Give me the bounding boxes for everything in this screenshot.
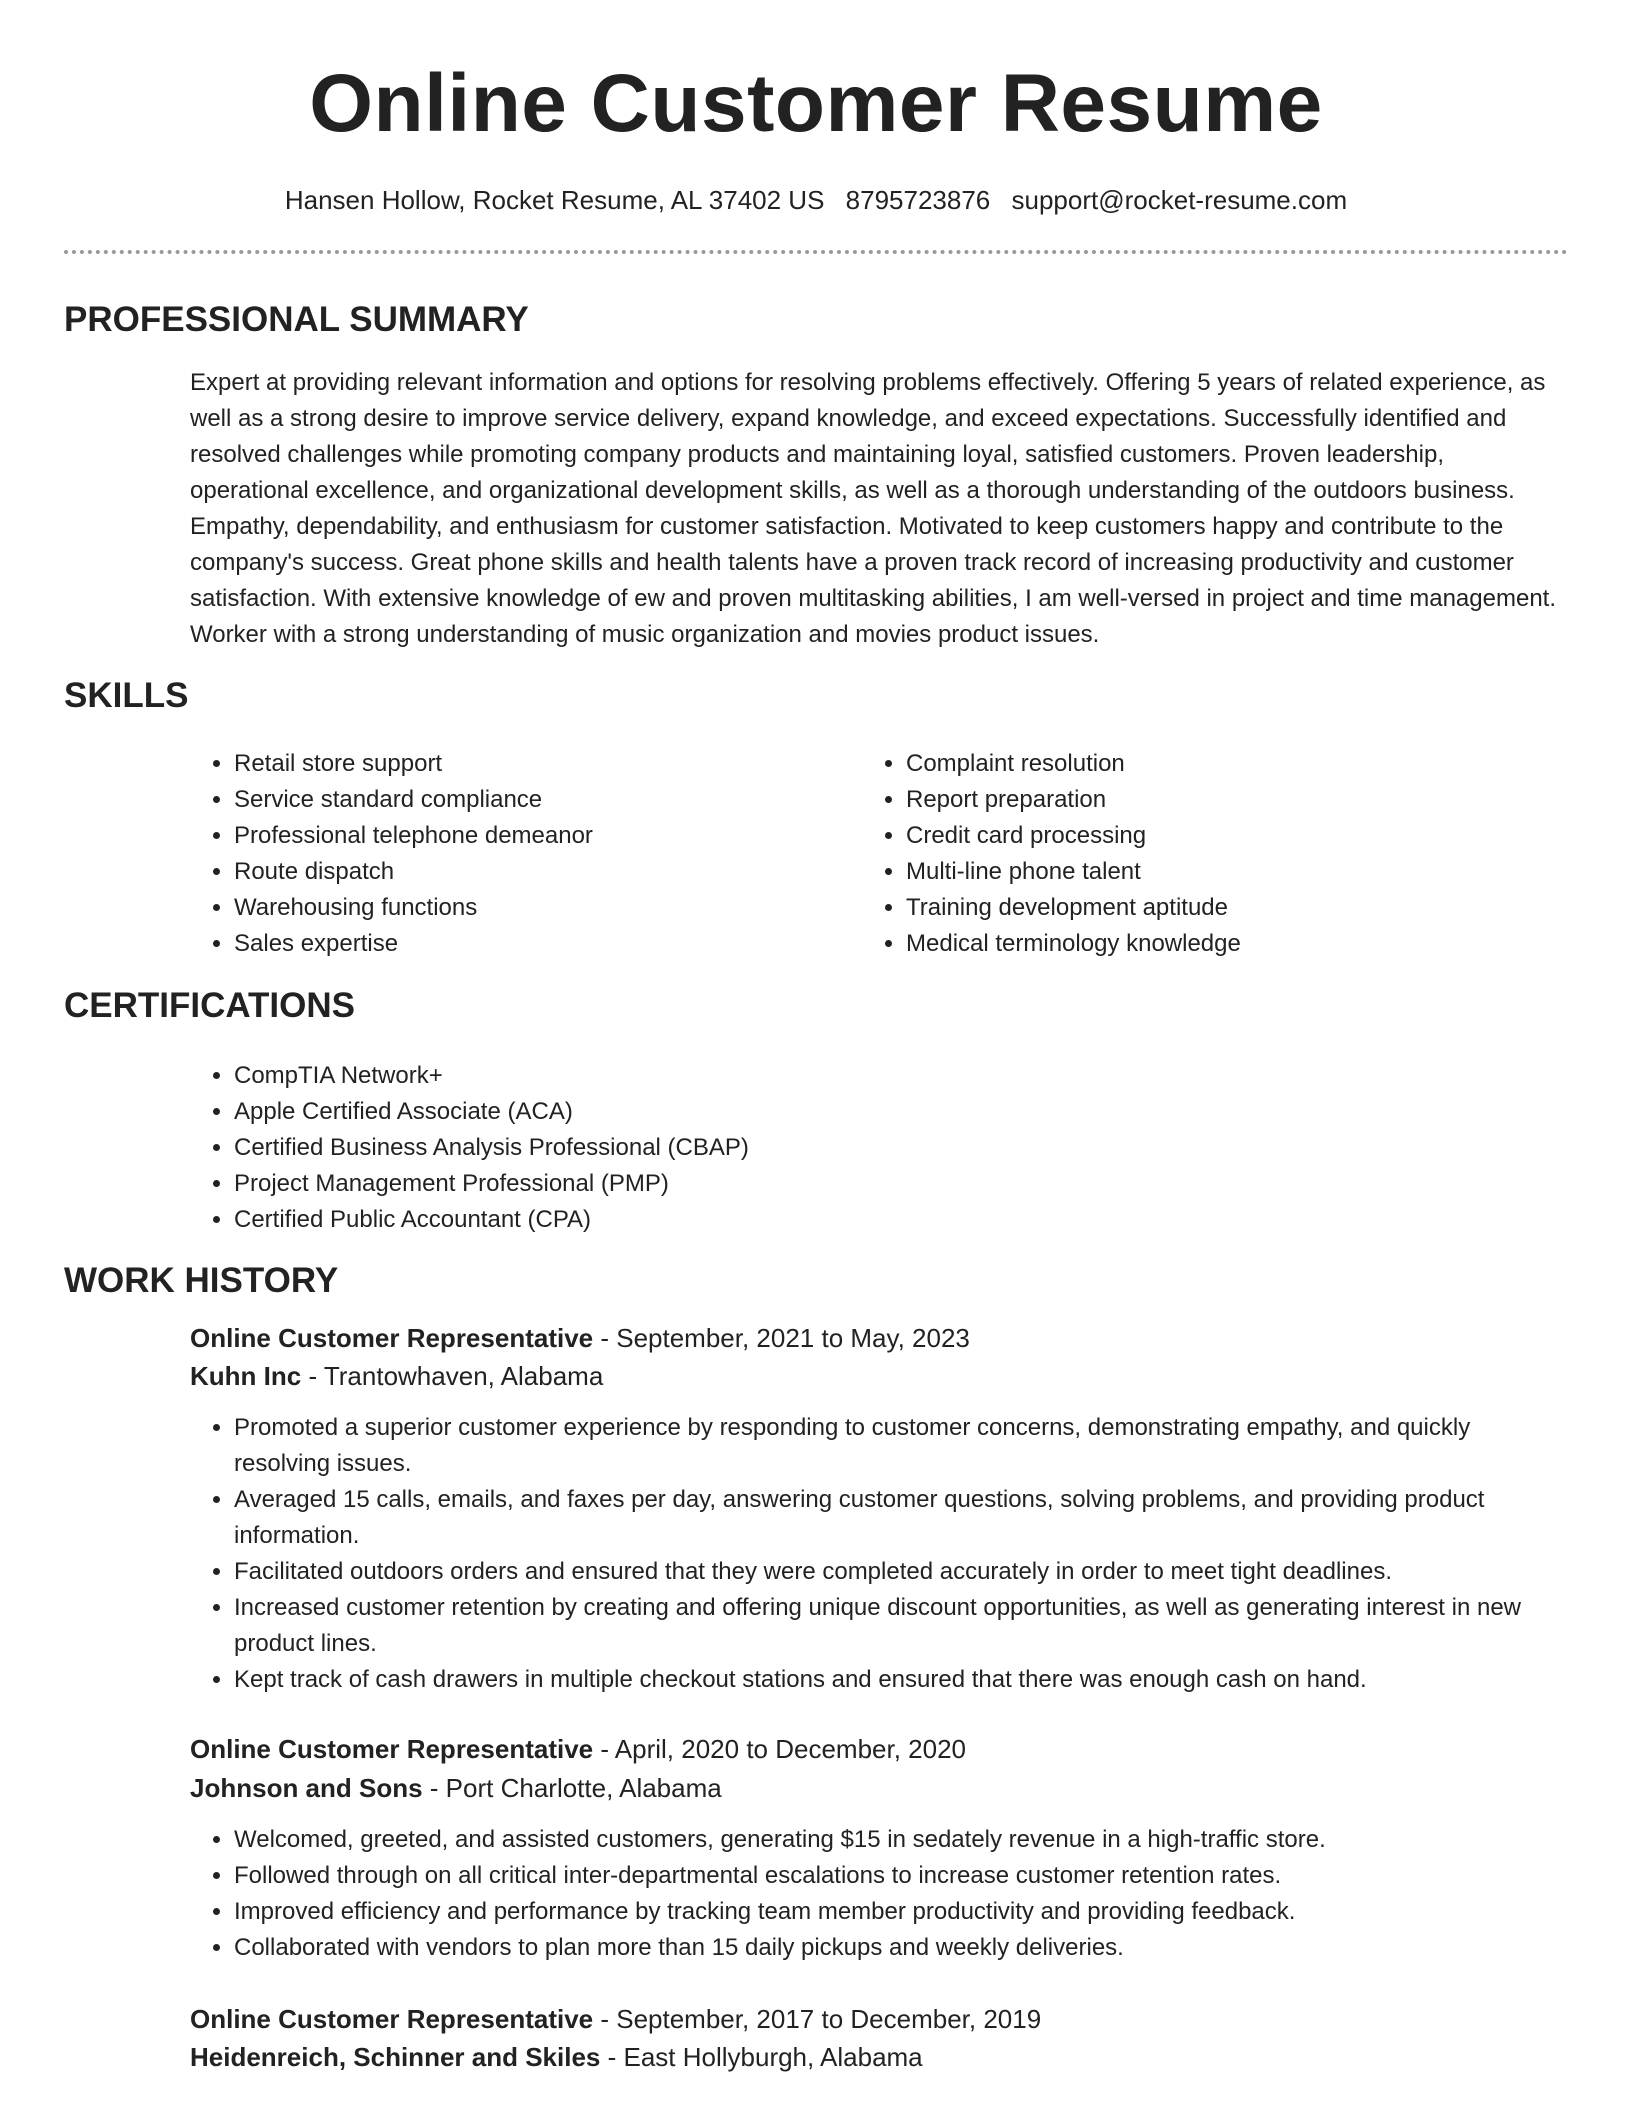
job-dates: - April, 2020 to December, 2020 [593,1734,967,1764]
job-bullet: • Followed through on all critical inter-departmental escalations to increase customer retention rates. [234,1858,1568,1894]
summary-text: Expert at providing relevant information and options for resolving problems effectively. Offering 5 years of related experience, as well as a strong desire to improve service delivery, expand knowledge, and exceed expectations. Successfully identified and resolved challenges while promoting company products and maintaining loyal, satisfied customers. Proven leadership, operational excellence, and organizational development skills, as well as a thorough understanding of the outdoors business. Empathy, dependability, and enthusiasm for customer satisfaction. Motivated to keep customers happy and contribute to the company's success. Great phone skills and health talents have a proven track record of increasing productivity and customer satisfaction. With extensive knowledge of ew and proven multitasking abilities, I am well-versed in project and time management. Worker with a strong understanding of music organization and movies product issues. [190,369,1556,648]
job-title: Online Customer Representative [190,2004,594,2034]
job-title-line [190,2001,1568,2037]
contact-email: support@rocket-resume.com [1011,185,1348,215]
job-bullet: • Kept track of cash drawers in multiple checkout stations and ensured that there was enough cash on hand. [234,1662,1568,1698]
job-bullet: • Promoted a superior customer experience by responding to customer concerns, demonstrating empathy, and quickly resolving issues. [234,1410,1568,1482]
job-title: Online Customer Representative [190,1734,594,1764]
work-history-heading: WORK HISTORY [64,1261,339,1300]
job-bullet: • Improved efficiency and performance by tracking team member productivity and providing feedback. [234,1894,1568,1930]
job-bullets [190,1410,1568,1698]
contact-address: Hansen Hollow, Rocket Resume, AL 37402 US [284,185,825,215]
job-company-line [190,1358,1568,1394]
job-title: Online Customer Representative [190,1323,594,1353]
skill-item: • Route dispatch [234,854,593,890]
job-entry [190,1320,1568,1698]
skills-list-left [190,746,593,962]
skill-item: • Credit card processing [906,818,1241,854]
job-entry [190,2001,1568,2075]
certifications-list [190,1058,749,1238]
job-title-line [190,1731,1568,1767]
job-bullet: • Facilitated outdoors orders and ensured that they were completed accurately in order to meet tight deadlines. [234,1554,1568,1590]
certification-item: • Certified Public Accountant (CPA) [234,1202,749,1238]
skill-item: • Report preparation [906,782,1241,818]
job-company: Kuhn Inc [190,1361,302,1391]
skill-item: • Complaint resolution [906,746,1241,782]
job-company-line [190,2039,1568,2075]
skill-item: • Professional telephone demeanor [234,818,593,854]
certification-item: • Project Management Professional (PMP) [234,1166,749,1202]
job-company: Heidenreich, Schinner and Skiles [190,2042,601,2072]
skill-item: • Training development aptitude [906,890,1241,926]
skill-item: • Service standard compliance [234,782,593,818]
certification-item: • CompTIA Network+ [234,1058,749,1094]
job-bullet: • Averaged 15 calls, emails, and faxes per day, answering customer questions, solving problems, and providing product information. [234,1482,1568,1554]
certifications-heading: CERTIFICATIONS [64,986,356,1025]
skills-list-right [862,746,1241,962]
certification-item: • Apple Certified Associate (ACA) [234,1094,749,1130]
resume-title: Online Customer Resume [309,58,1323,149]
certification-item: • Certified Business Analysis Professional (CBAP) [234,1130,749,1166]
job-dates: - September, 2017 to December, 2019 [593,2004,1042,2034]
job-bullets [190,1822,1568,1966]
skills-heading: SKILLS [64,676,189,715]
job-location: - Trantowhaven, Alabama [301,1361,604,1391]
job-location: - East Hollyburgh, Alabama [600,2042,923,2072]
job-entry [190,1731,1568,1966]
job-company: Johnson and Sons [190,1773,423,1803]
job-bullet: • Increased customer retention by creating and offering unique discount opportunities, as well as generating interest in new product lines. [234,1590,1568,1662]
skill-item: • Retail store support [234,746,593,782]
summary-heading: PROFESSIONAL SUMMARY [64,300,529,339]
skill-item: • Sales expertise [234,926,593,962]
skill-item: • Warehousing functions [234,890,593,926]
job-bullet: • Welcomed, greeted, and assisted customers, generating $15 in sedately revenue in a high-traffic store. [234,1822,1568,1858]
skill-item: • Medical terminology knowledge [906,926,1241,962]
job-bullet: • Collaborated with vendors to plan more than 15 daily pickups and weekly deliveries. [234,1930,1568,1966]
header-divider [64,250,1568,254]
job-dates: - September, 2021 to May, 2023 [593,1323,970,1353]
contact-line [0,184,1632,216]
skill-item: • Multi-line phone talent [906,854,1241,890]
job-title-line [190,1320,1568,1356]
job-company-line [190,1770,1568,1806]
job-location: - Port Charlotte, Alabama [422,1773,722,1803]
contact-phone: 8795723876 [845,185,991,215]
